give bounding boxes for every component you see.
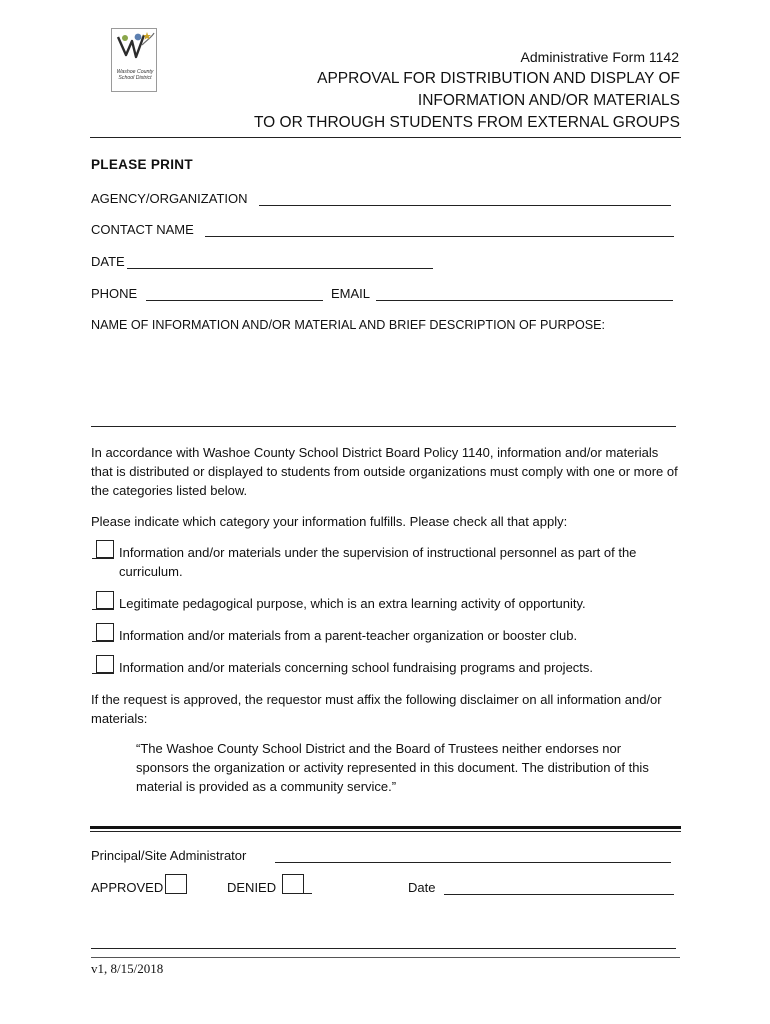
title-line-2: INFORMATION AND/OR MATERIALS: [417, 92, 680, 109]
category-1-checkbox[interactable]: [96, 540, 114, 558]
version-text: v1, 8/15/2018: [91, 961, 164, 976]
category-4-underline: [92, 673, 114, 674]
description-label: NAME OF INFORMATION AND/OR MATERIAL AND BRIEF DESCRIPTION OF PURPOSE:: [91, 318, 606, 332]
category-4-text: Information and/or materials concerning school fundraising programs and projects.: [119, 660, 594, 675]
please-print-heading: PLEASE PRINT: [91, 157, 193, 172]
disclaimer-quote: “The Washoe County School District and the Board of Trustees neither endorses nor sponsors the organization or activity represented in this document. The distribution of this material is provided as a community service.”: [136, 741, 649, 794]
category-2-checkbox[interactable]: [96, 591, 114, 609]
instruction-text: Please indicate which category your information fulfills. Please check all that apply:: [91, 514, 568, 529]
agency-label: AGENCY/ORGANIZATION: [91, 191, 248, 206]
admin-signature-field[interactable]: [275, 862, 671, 863]
denied-underline: [304, 893, 312, 894]
contact-label: CONTACT NAME: [91, 222, 194, 237]
footer-line-1: [91, 948, 676, 949]
category-4-checkbox[interactable]: [96, 655, 114, 673]
email-field[interactable]: [376, 300, 673, 301]
contact-name-field[interactable]: [205, 236, 674, 237]
category-2-text: Legitimate pedagogical purpose, which is an extra learning activity of opportunity.: [119, 596, 586, 611]
header-divider: [90, 137, 681, 138]
phone-field[interactable]: [146, 300, 323, 301]
logo-text: Washoe County School District: [116, 69, 154, 81]
date-label: DATE: [91, 254, 125, 269]
email-label: EMAIL: [331, 286, 371, 301]
agency-field[interactable]: [259, 205, 671, 206]
approved-label: APPROVED: [91, 880, 164, 895]
district-logo-icon: [112, 29, 156, 69]
form-number: Administrative Form 1142: [520, 49, 679, 65]
denied-label: DENIED: [227, 880, 277, 895]
description-field[interactable]: [91, 426, 676, 427]
title-line-3: TO OR THROUGH STUDENTS FROM EXTERNAL GROUPS: [253, 114, 680, 131]
approved-checkbox[interactable]: [165, 874, 187, 894]
approval-date-label: Date: [408, 880, 436, 895]
approval-divider-thin: [90, 831, 681, 832]
admin-label: Principal/Site Administrator: [91, 848, 247, 863]
policy-paragraph: In accordance with Washoe County School District Board Policy 1140, information and/or materials that is distributed or displayed to students from outside organizations must comply with one or more of the categories listed below.: [91, 445, 678, 498]
disclaimer-intro: If the request is approved, the requestor must affix the following disclaimer on all information and/or materials:: [91, 692, 662, 726]
denied-checkbox[interactable]: [282, 874, 304, 894]
category-2-underline: [92, 609, 114, 610]
approval-divider-thick: [90, 826, 681, 829]
phone-label: PHONE: [91, 286, 138, 301]
category-1-underline: [92, 558, 114, 559]
district-logo: [111, 28, 157, 92]
title-line-1: APPROVAL FOR DISTRIBUTION AND DISPLAY OF: [317, 70, 680, 87]
approval-date-field[interactable]: [444, 894, 674, 895]
category-3-checkbox[interactable]: [96, 623, 114, 641]
footer-line-2: [91, 957, 680, 958]
category-1-text: Information and/or materials under the supervision of instructional personnel as part of the curriculum.: [119, 545, 637, 579]
category-3-text: Information and/or materials from a parent-teacher organization or booster club.: [119, 628, 578, 643]
date-field[interactable]: [127, 268, 433, 269]
category-3-underline: [92, 641, 114, 642]
